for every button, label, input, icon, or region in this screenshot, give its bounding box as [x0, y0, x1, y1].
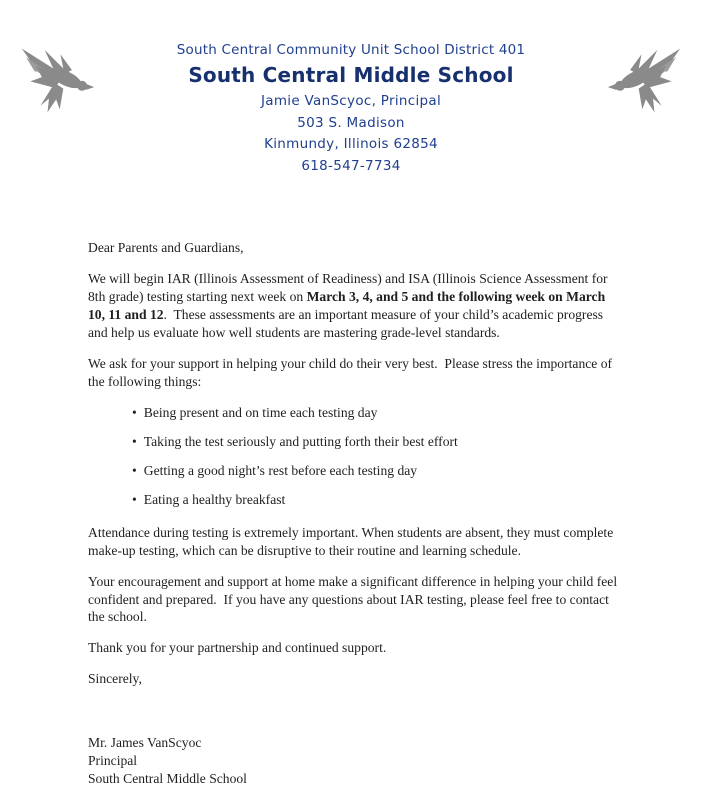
- principal-line: Jamie VanScyoc, Principal: [260, 93, 442, 109]
- signature-school: South Central Middle School: [88, 771, 247, 787]
- testing-dates-text-before: We will begin IAR (Illinois Assessment of Readiness) and ISA (Illinois Science Assessment for 8th grade) testing starting next week on: [88, 271, 611, 305]
- letterhead-text: [102, 42, 600, 177]
- address-line-1: 503 S. Madison: [297, 114, 405, 131]
- signature-name: Mr. James VanScyoc: [88, 735, 202, 751]
- testing-dates-bold: March 3, 4, and 5 and the following week on March 10, 11 and 12: [88, 289, 609, 323]
- paragraph-testing-dates: [88, 270, 618, 342]
- signature-block: [88, 734, 618, 788]
- school-name: South Central Middle School: [188, 63, 514, 87]
- district-name: South Central Community Unit School District 401: [176, 42, 526, 58]
- eagle-logo-left-icon: [16, 44, 102, 116]
- eagle-logo-right-icon: [600, 44, 686, 116]
- signature-title: Principal: [88, 753, 138, 769]
- paragraph-attendance: Attendance during testing is extremely important. When students are absent, they must complete make-up testing, which can be disruptive to their routine and learning schedule.: [88, 524, 617, 558]
- closing: Sincerely,: [88, 671, 142, 687]
- paragraph-thanks: Thank you for your partnership and continued support.: [88, 640, 387, 656]
- paragraph-support-request: We ask for your support in helping your child do their very best. Please stress the importance of the following things:: [88, 356, 616, 389]
- testing-dates-text-after: . These assessments are an important measure of your child’s academic progress and help us evaluate how well students are mastering grade-level standards.: [88, 307, 607, 341]
- letterhead: [0, 42, 702, 177]
- bullet-item-present: • Being present and on time each testing day: [132, 404, 618, 422]
- bullet-item-rest: • Getting a good night’s rest before each testing day: [132, 462, 618, 480]
- letter-body: [0, 177, 702, 788]
- bullet-item-breakfast: • Eating a healthy breakfast: [132, 491, 618, 509]
- bullet-list: [132, 404, 618, 509]
- salutation: Dear Parents and Guardians,: [88, 240, 244, 256]
- bullet-item-seriously: • Taking the test seriously and putting forth their best effort: [132, 433, 618, 451]
- paragraph-encouragement: Your encouragement and support at home make a significant difference in helping your child feel confident and prepared. If you have any questions about IAR testing, please feel free to contact the school.: [88, 573, 621, 625]
- address-line-2: Kinmundy, Illinois 62854: [264, 136, 438, 153]
- phone-number: 618-547-7734: [301, 157, 401, 174]
